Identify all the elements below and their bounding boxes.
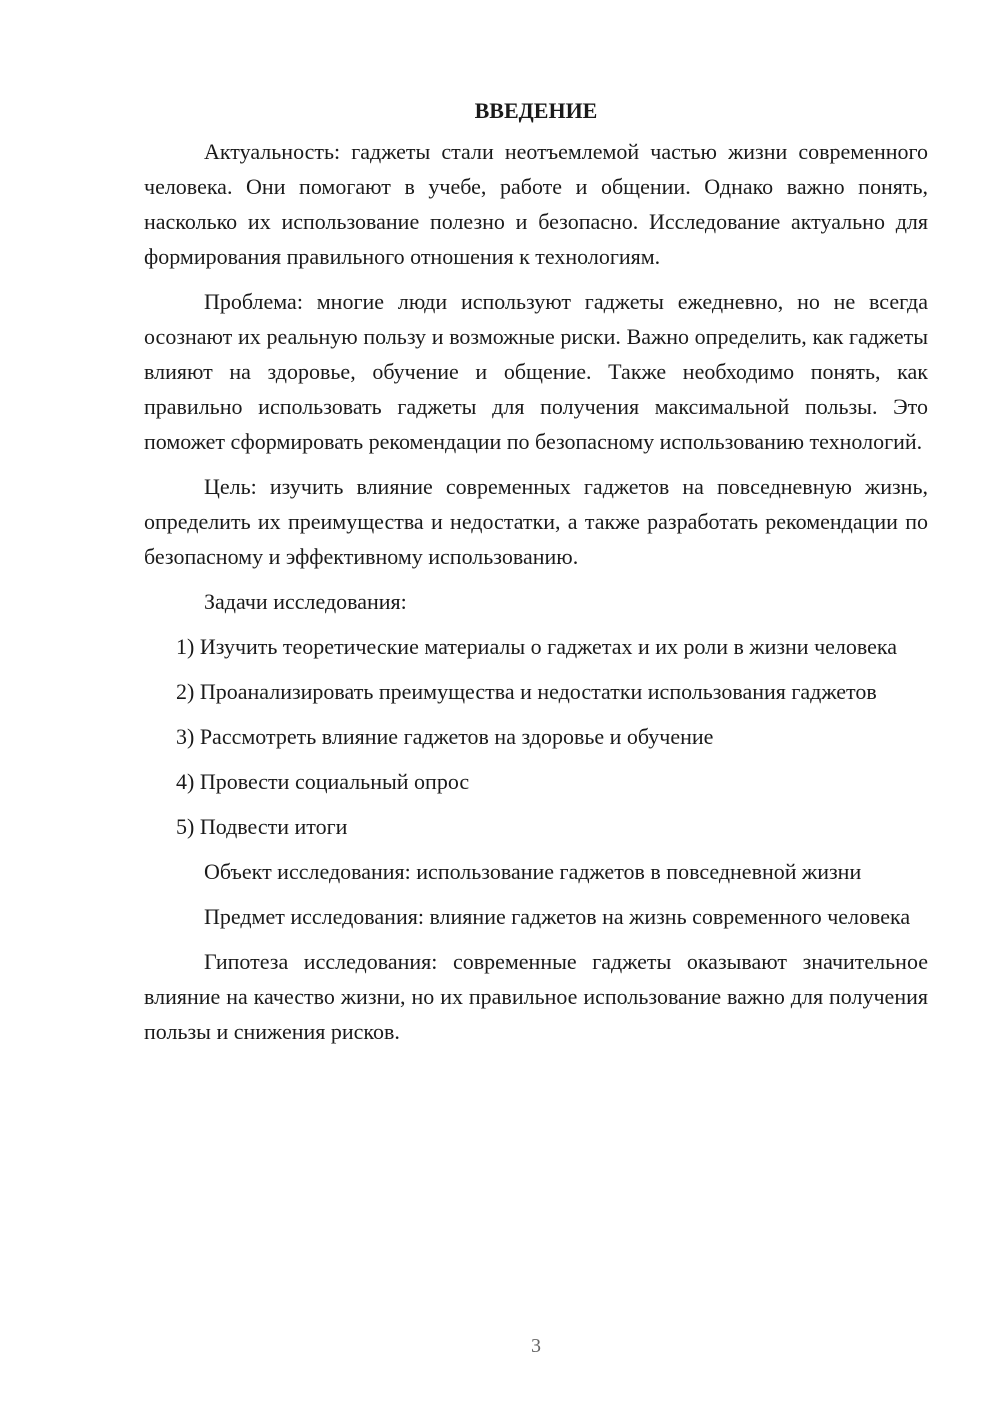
list-item: 1) Изучить теоретические материалы о гаджетах и их роли в жизни человека [176, 634, 898, 659]
list-item: 2) Проанализировать преимущества и недостатки использования гаджетов [176, 679, 877, 704]
page-number: 3 [531, 1335, 541, 1357]
paragraph-goal: Цель: изучить влияние современных гаджетов на повседневную жизнь, определить их преимущества и недостатки, а также разработать рекомендации по безопасному и эффективному использованию. [144, 474, 928, 569]
paragraph-relevance: Актуальность: гаджеты стали неотъемлемой частью жизни современного человека. Они помогают в учебе, работе и общении. Однако важно понять, насколько их использование полезно и безопасно. Исследование актуально для формирования правильного отношения к технологиям. [144, 139, 928, 269]
paragraph-problem: Проблема: многие люди используют гаджеты ежедневно, но не всегда осознают их реальную пользу и возможные риски. Важно определить, как гаджеты влияют на здоровье, обучение и общение. Также необходимо понять, как правильно использовать гаджеты для получения максимальной пользы. Это поможет сформировать рекомендации по безопасному использованию технологий. [144, 289, 928, 454]
list-item: 5) Подвести итоги [176, 814, 348, 839]
paragraph-object: Объект исследования: использование гаджетов в повседневной жизни [204, 859, 862, 884]
list-item: 3) Рассмотреть влияние гаджетов на здоровье и обучение [176, 724, 714, 749]
page-title: ВВЕДЕНИЕ [474, 98, 598, 123]
tasks-list [144, 629, 928, 844]
list-item: 4) Провести социальный опрос [176, 769, 470, 794]
paragraph-hypothesis: Гипотеза исследования: современные гаджеты оказывают значительное влияние на качество жизни, но их правильное использование важно для получения пользы и снижения рисков. [144, 949, 928, 1044]
paragraph-subject: Предмет исследования: влияние гаджетов на жизнь современного человека [204, 904, 911, 929]
document-page [144, 96, 928, 1059]
tasks-heading: Задачи исследования: [204, 589, 407, 614]
